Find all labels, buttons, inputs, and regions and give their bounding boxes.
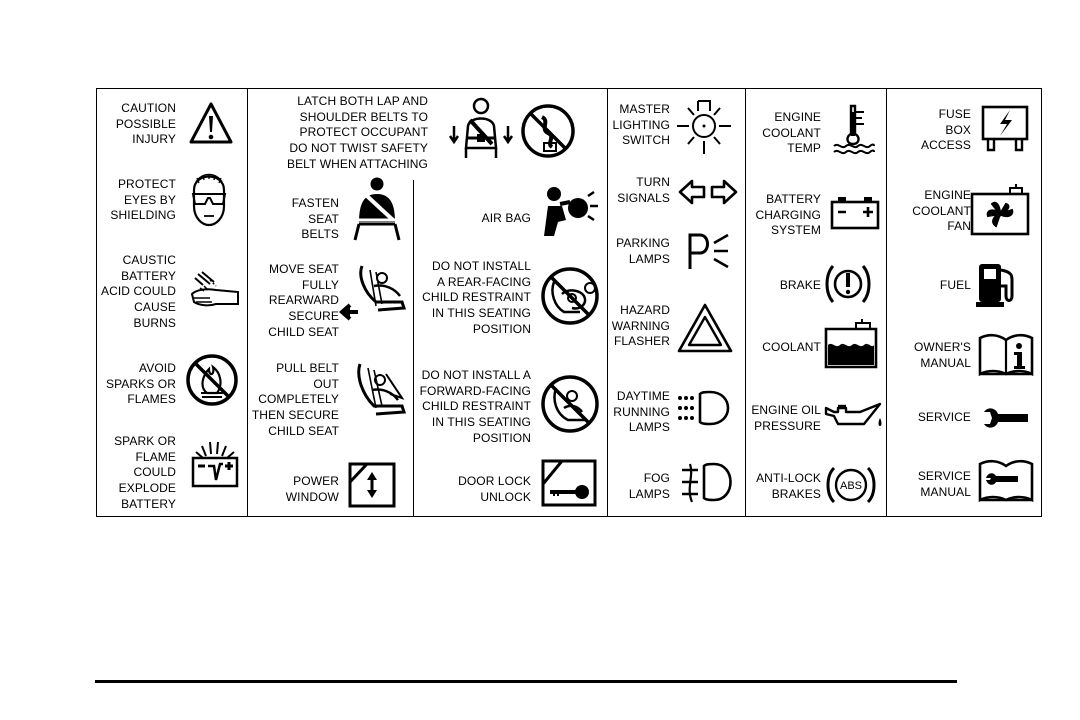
- no-rear-facing-child-seat-icon: [540, 266, 600, 326]
- column-divider: [886, 89, 887, 516]
- fasten-belts-label: FASTEN SEAT BELTS: [291, 196, 339, 242]
- pull-belt-child-seat-icon: [350, 360, 410, 418]
- latch-belts-label: LATCH BOTH LAP AND SHOULDER BELTS TO PROTECT OCCUPANT DO NOT TWIST SAFETY BELT WHEN ATTACHING: [286, 94, 428, 171]
- column-divider: [247, 89, 248, 516]
- spark-flame-label: SPARK OR FLAME COULD EXPLODE BATTERY: [114, 434, 176, 511]
- hazard-label: HAZARD WARNING FLASHER: [611, 303, 670, 349]
- door-lock-label: DOOR LOCK UNLOCK: [458, 474, 531, 504]
- daytime-lamps-label: DAYTIME RUNNING LAMPS: [613, 389, 670, 435]
- fog-lamps-icon: [680, 460, 736, 504]
- caution-triangle-icon: [188, 100, 234, 146]
- parking-lamps-icon: [686, 231, 730, 271]
- wrench-icon: [982, 406, 1030, 430]
- service-manual-label: SERVICE MANUAL: [917, 469, 971, 499]
- move-seat-rearward-icon: [340, 262, 410, 320]
- coolant-reservoir-icon: [824, 321, 878, 369]
- parking-lamps-label: PARKING LAMPS: [616, 236, 670, 266]
- protect-eyes-label: PROTECT EYES BY SHIELDING: [110, 177, 176, 223]
- bottom-rule: [95, 680, 957, 683]
- fuse-box-label: FUSE BOX ACCESS: [921, 107, 971, 153]
- caution-label: CAUTION POSSIBLE INJURY: [115, 101, 176, 147]
- door-lock-icon: [540, 458, 598, 508]
- owners-manual-icon: [978, 332, 1034, 376]
- move-seat-label: MOVE SEAT FULLY REARWARD SECURE CHILD SEAT: [268, 262, 339, 339]
- power-window-icon: [347, 460, 397, 508]
- no-forward-facing-child-seat-icon: [540, 374, 600, 434]
- coolant-temp-label: ENGINE COOLANT TEMP: [762, 110, 821, 156]
- pull-belt-label: PULL BELT OUT COMPLETELY THEN SECURE CHILD SEAT: [251, 361, 339, 438]
- service-label: SERVICE: [917, 410, 971, 424]
- no-flames-icon: [185, 353, 239, 407]
- column-divider: [413, 180, 414, 516]
- turn-signals-label: TURN SIGNALS: [617, 175, 670, 205]
- seat-belt-icon: [345, 176, 409, 242]
- daytime-running-lamps-icon: [676, 388, 738, 428]
- anti-lock-label: ANTI-LOCK BRAKES: [756, 471, 821, 501]
- oil-pressure-label: ENGINE OIL PRESSURE: [751, 403, 821, 433]
- column-divider: [745, 89, 746, 516]
- no-twisted-belt-icon: [520, 103, 576, 159]
- battery-explosion-icon: [190, 440, 240, 490]
- fuse-box-icon: [980, 104, 1030, 154]
- acid-burn-hand-icon: [186, 270, 242, 312]
- owners-manual-label: OWNER'S MANUAL: [914, 340, 971, 370]
- no-rear-facing-label: DO NOT INSTALL A REAR-FACING CHILD RESTRAINT IN THIS SEATING POSITION: [422, 259, 531, 336]
- power-window-label: POWER WINDOW: [285, 474, 339, 504]
- fuel-pump-icon: [976, 262, 1018, 308]
- abs-icon: [826, 464, 876, 506]
- eye-protection-icon: [186, 166, 232, 228]
- master-lighting-label: MASTER LIGHTING SWITCH: [612, 102, 670, 148]
- battery-charging-label: BATTERY CHARGING SYSTEM: [755, 192, 821, 238]
- air-bag-label: AIR BAG: [481, 211, 531, 225]
- fog-lamps-label: FOG LAMPS: [628, 471, 670, 501]
- coolant-label: COOLANT: [762, 340, 821, 354]
- service-manual-icon: [978, 458, 1034, 504]
- fuel-label: FUEL: [939, 278, 971, 292]
- master-lighting-icon: [676, 98, 732, 156]
- turn-signal-arrows-icon: [678, 178, 738, 206]
- abs-text: ABS: [839, 480, 863, 492]
- avoid-sparks-label: AVOID SPARKS OR FLAMES: [105, 361, 176, 407]
- coolant-fan-label: ENGINE COOLANT FAN: [912, 188, 971, 234]
- brake-label: BRAKE: [779, 278, 821, 292]
- column-divider: [607, 89, 608, 516]
- caustic-acid-label: CAUSTIC BATTERY ACID COULD CAUSE BURNS: [100, 253, 176, 330]
- oil-can-icon: [824, 400, 884, 432]
- hazard-triangle-icon: [677, 303, 733, 353]
- battery-icon: [830, 194, 880, 230]
- coolant-temp-icon: [832, 102, 876, 156]
- no-forward-facing-label: DO NOT INSTALL A FORWARD-FACING CHILD RESTRAINT IN THIS SEATING POSITION: [419, 368, 531, 445]
- latch-belts-icon: [448, 96, 514, 162]
- brake-warning-icon: [824, 261, 872, 307]
- coolant-fan-icon: [970, 184, 1032, 236]
- air-bag-icon: [540, 184, 598, 238]
